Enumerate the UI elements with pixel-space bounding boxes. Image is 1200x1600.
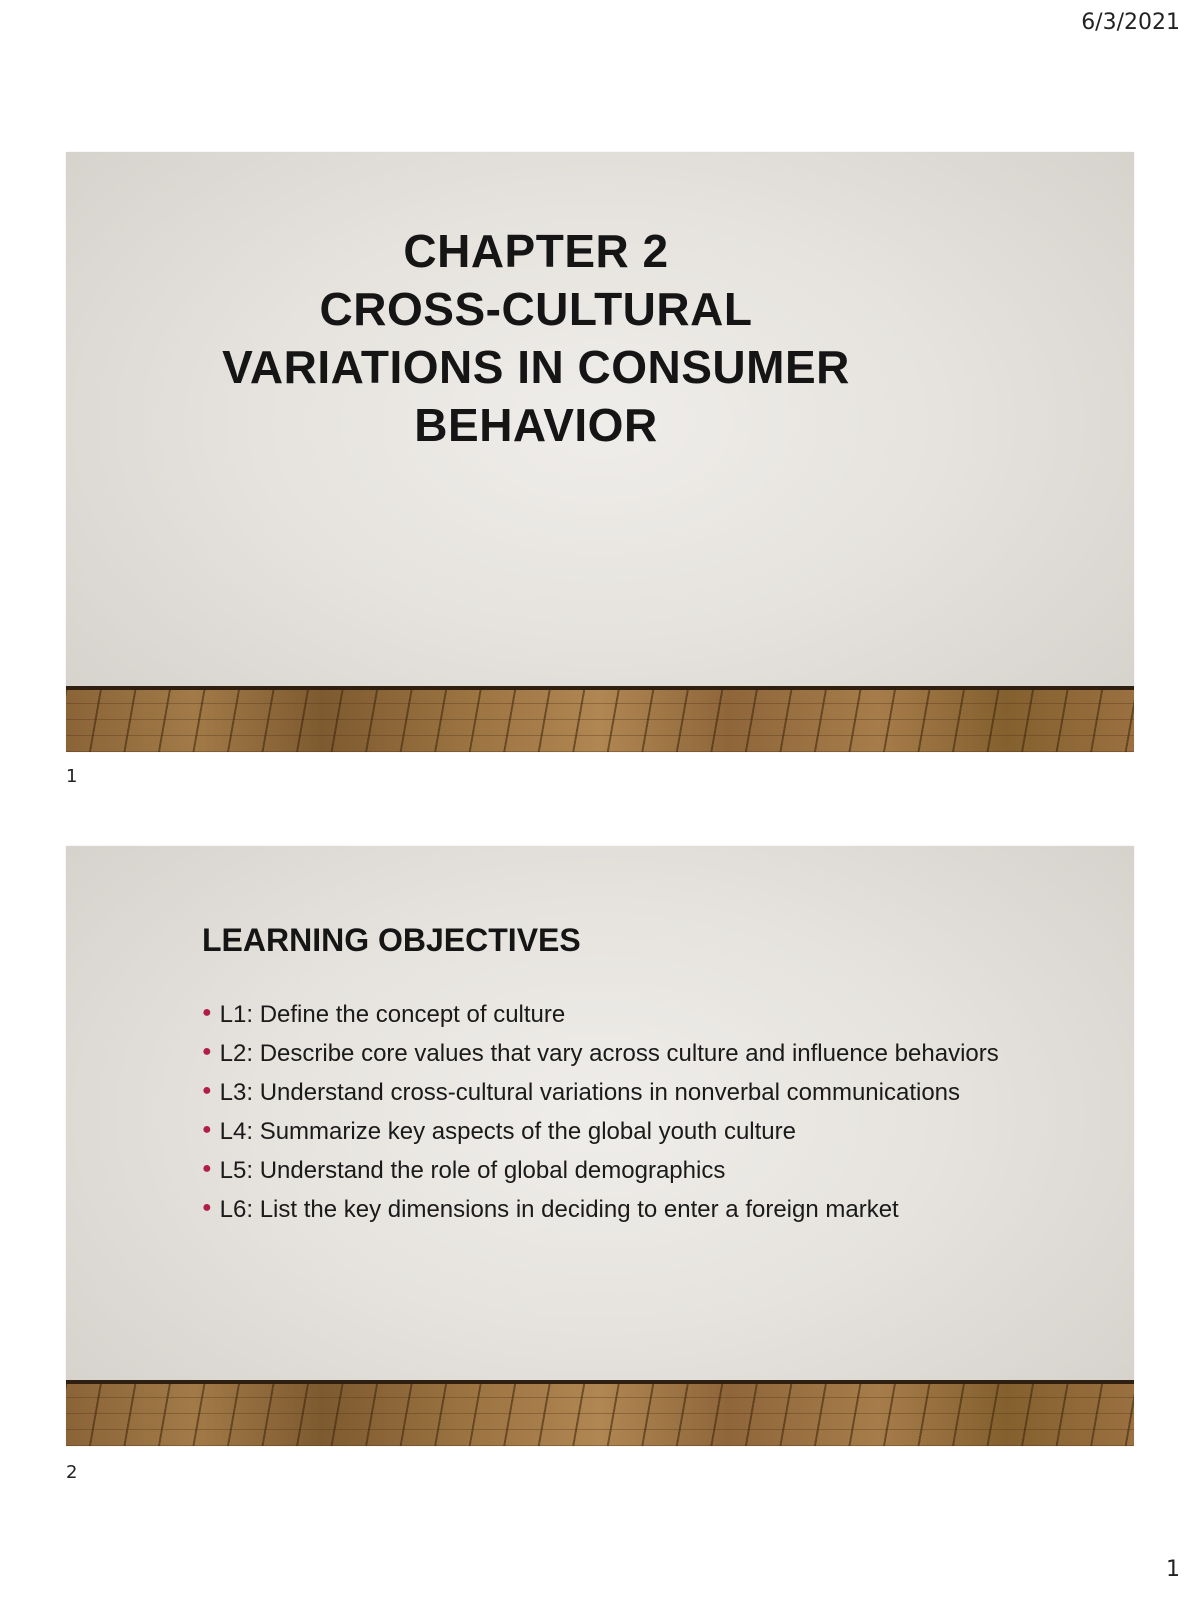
objective-text: L5: Understand the role of global demographics xyxy=(219,1156,726,1184)
bullet-dot-icon: ● xyxy=(202,1121,212,1139)
page-date: 6/3/2021 xyxy=(1081,10,1180,35)
objective-text: L3: Understand cross-cultural variations in nonverbal communications xyxy=(219,1078,961,1106)
slide-number: 2 xyxy=(66,1462,78,1483)
objective-text: L2: Describe core values that vary across culture and influence behaviors xyxy=(219,1039,999,1067)
wooden-floor-image xyxy=(66,1380,1134,1446)
objective-text: L1: Define the concept of culture xyxy=(219,1001,566,1028)
wooden-floor-image xyxy=(66,686,1134,752)
slide-number: 1 xyxy=(66,766,78,787)
bullet-dot-icon: ● xyxy=(202,1043,212,1061)
title-line: VARIATIONS IN CONSUMER xyxy=(222,341,850,393)
objective-text: L6: List the key dimensions in deciding to enter a foreign market xyxy=(219,1195,899,1223)
title-line: BEHAVIOR xyxy=(414,399,658,451)
list-item xyxy=(202,1035,1022,1074)
title-line: CROSS-CULTURAL xyxy=(319,283,753,335)
objective-text: L4: Summarize key aspects of the global youth culture xyxy=(219,1117,796,1145)
title-line: CHAPTER 2 xyxy=(403,225,669,277)
bullet-dot-icon: ● xyxy=(202,1082,212,1100)
slide-1 xyxy=(66,152,1134,752)
list-item xyxy=(202,1074,1022,1113)
list-item xyxy=(202,1113,1022,1152)
list-item xyxy=(202,1191,1022,1230)
bullet-dot-icon: ● xyxy=(202,1160,212,1178)
objectives-heading: LEARNING OBJECTIVES xyxy=(202,922,581,958)
bullet-dot-icon: ● xyxy=(202,1004,212,1022)
objectives-list xyxy=(202,996,1022,1229)
list-item xyxy=(202,1152,1022,1191)
page-number: 1 xyxy=(1166,1557,1180,1582)
slide-title xyxy=(66,222,1006,454)
slide-2 xyxy=(66,846,1134,1446)
list-item xyxy=(202,996,1022,1035)
bullet-dot-icon: ● xyxy=(202,1198,212,1216)
